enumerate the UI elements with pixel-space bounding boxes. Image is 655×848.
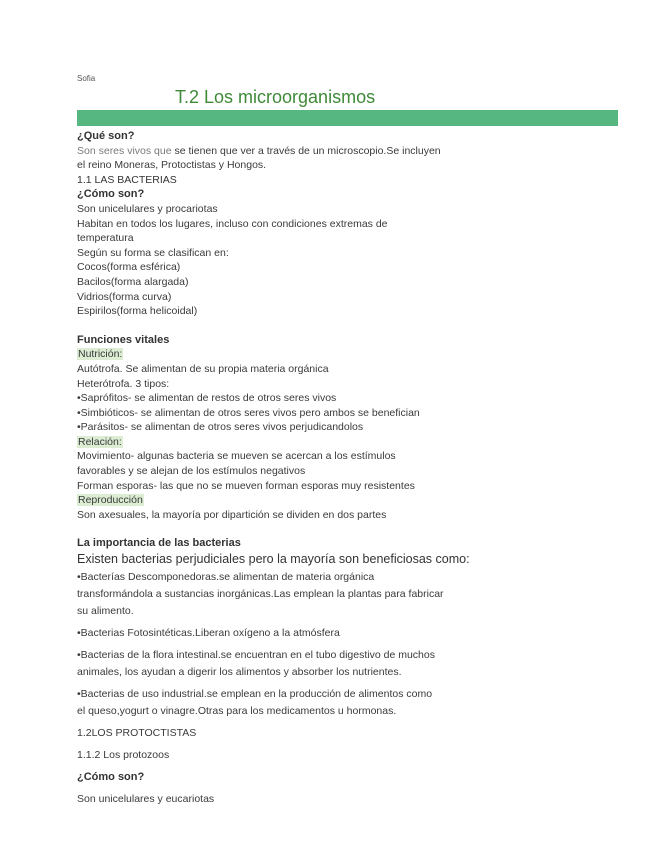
paragraph-line: transformándola a sustancias inorgánicas.Las emplean la plantas para fabricar — [77, 588, 444, 601]
page-title: T.2 Los microorganismos — [175, 87, 376, 107]
label-relacion: Relación: — [78, 435, 122, 448]
paragraph-line: •Bacterías Descomponedoras.se alimentan de materia orgánica — [77, 571, 375, 584]
paragraph-line: el reino Moneras, Protoctistas y Hongos. — [77, 159, 267, 172]
spacer — [77, 319, 497, 333]
paragraph-line: Según su forma se clasifican en: — [77, 246, 229, 259]
paragraph-line: Son unicelulares y eucariotas — [77, 793, 215, 806]
label-reproduccion: Reproducción — [78, 494, 143, 507]
label-nutricion: Nutrición: — [78, 348, 123, 361]
paragraph-line — [77, 347, 497, 362]
paragraph-line: animales, los ayudan a digerir los alimentos y absorber los nutrientes. — [77, 666, 402, 679]
text-fragment: se tienen que ver a través de un microscopio.Se incluyen — [171, 144, 441, 157]
paragraph-intro: Existen bacterias perjudiciales pero la mayoría son beneficiosas como: — [77, 552, 470, 567]
document-body — [77, 129, 497, 808]
paragraph-line: favorables y se alejan de los estímulos negativos — [77, 465, 306, 478]
paragraph-line: •Bacterias de uso industrial.se emplean en la producción de alimentos como — [77, 688, 433, 701]
paragraph-line: •Saprófitos- se alimentan de restos de otros seres vivos — [77, 392, 337, 405]
paragraph-line: •Simbióticos- se alimentan de otros seres vivos pero ambos se benefician — [77, 406, 420, 419]
paragraph-line: Son unicelulares y procariotas — [77, 202, 218, 215]
paragraph-line: temperatura — [77, 232, 134, 245]
paragraph-line: Movimiento- algunas bacteria se mueven se acercan a los estímulos — [77, 450, 396, 463]
subheading-protozoos: 1.1.2 Los protozoos — [77, 749, 170, 762]
spacer — [77, 522, 497, 536]
paragraph-line: Habitan en todos los lugares, incluso con condiciones extremas de — [77, 217, 388, 230]
paragraph-line — [77, 493, 497, 508]
paragraph-line: Vidrios(forma curva) — [77, 290, 172, 303]
paragraph-line: Cocos(forma esférica) — [77, 261, 181, 274]
paragraph-line: el queso,yogurt o vinagre.Otras para los medicamentos u hormonas. — [77, 705, 397, 718]
heading-que-son: ¿Qué son? — [77, 130, 135, 142]
heading-como-son-protozoos: ¿Cómo son? — [77, 771, 145, 784]
heading-como-son: ¿Cómo son? — [77, 188, 145, 201]
heading-protoctistas: 1.2LOS PROTOCTISTAS — [77, 727, 197, 740]
paragraph-line — [77, 144, 497, 159]
author-name: Sofia — [77, 74, 96, 83]
title-banner-bar — [77, 110, 618, 126]
paragraph-line: •Bacterias de la flora intestinal.se encuentran en el tubo digestivo de muchos — [77, 649, 435, 662]
heading-bacterias: 1.1 LAS BACTERIAS — [77, 173, 177, 186]
paragraph-line — [77, 435, 497, 450]
paragraph-line: Heterótrofa. 3 tipos: — [77, 377, 170, 390]
paragraph-line: Forman esporas- las que no se mueven forman esporas muy resistentes — [77, 479, 415, 492]
paragraph-line: su alimento. — [77, 605, 134, 618]
paragraph-line: •Bacterias Fotosintéticas.Liberan oxígeno a la atmósfera — [77, 627, 340, 640]
heading-funciones-vitales: Funciones vitales — [77, 333, 170, 346]
paragraph-line: Espirilos(forma helicoidal) — [77, 305, 198, 318]
paragraph-line: Autótrofa. Se alimentan de su propia materia orgánica — [77, 362, 329, 375]
highlighted-phrase: Son seres vivos que — [77, 144, 172, 157]
paragraph-line: Bacilos(forma alargada) — [77, 275, 189, 288]
paragraph-line: •Parásitos- se alimentan de otros seres vivos perjudicandolos — [77, 421, 364, 434]
paragraph-line: Son axesuales, la mayoría por dipartición se dividen en dos partes — [77, 508, 387, 521]
heading-importancia: La importancia de las bacterias — [77, 537, 241, 550]
